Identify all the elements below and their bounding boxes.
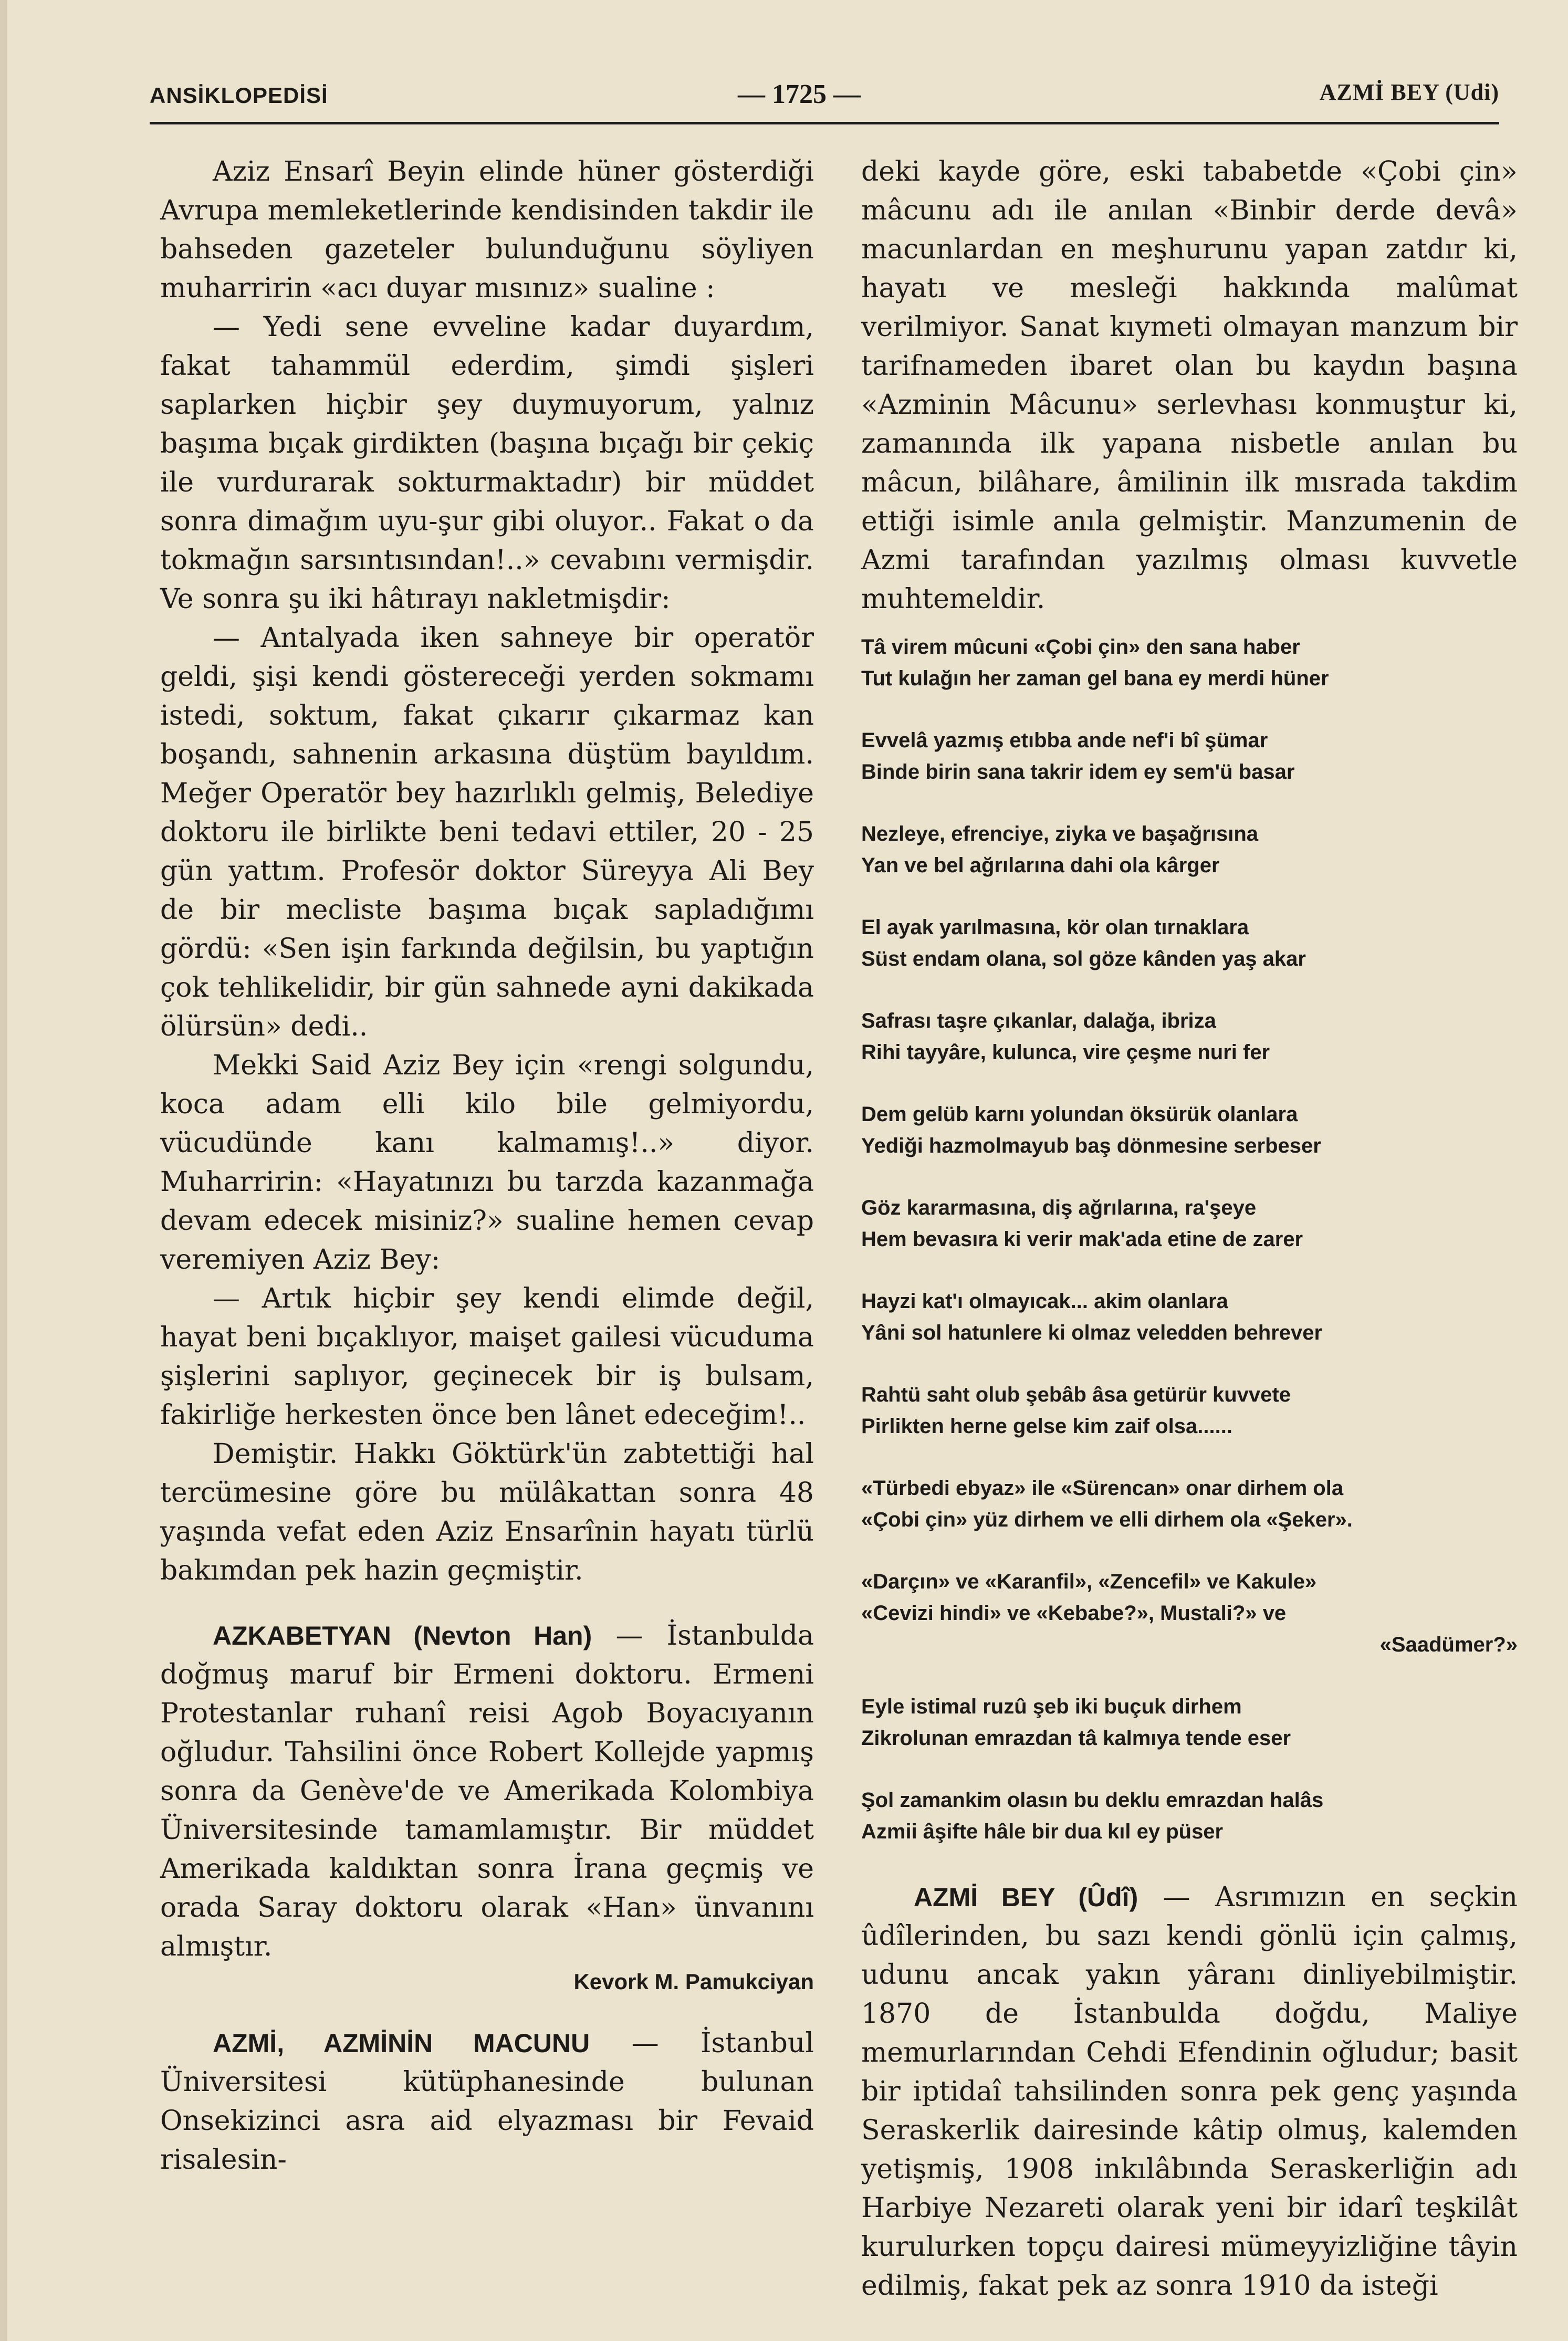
poem-line: Süst endam olana, sol göze kânden yaş akar: [861, 947, 1306, 970]
poem-line: Yediği hazmolmayub baş dönmesine serbeser: [861, 1134, 1321, 1157]
author-signature: Kevork M. Pamukciyan: [573, 1969, 814, 1994]
poem-line: Rahtü saht olub şebâb âsa getürür kuvvete: [861, 1383, 1291, 1406]
entry-azmi-bey: [861, 1878, 1518, 2305]
header-rule: [150, 122, 1499, 124]
poem-line: Eyle istimal ruzû şeb iki buçuk dirhem: [861, 1695, 1242, 1718]
poem-couplet: [861, 1566, 1518, 1660]
left-column: [160, 152, 814, 2253]
entry-azmi-macun: [160, 2024, 814, 2179]
page-number: — 1725 —: [738, 79, 861, 109]
poem-line: Pirlikten herne gelse kim zaif olsa......: [861, 1415, 1232, 1438]
poem-line: Azmii âşifte hâle bir dua kıl ey püser: [861, 1820, 1224, 1843]
poem-couplet: [861, 818, 1518, 881]
poem-couplet: [861, 725, 1518, 788]
entry-body: — İstanbulda doğmuş maruf bir Ermeni doktoru. Ermeni Protestanlar ruhanî reisi Agob Boyacıyanın oğludur. Tahsilini önce Robert Kollejde yapmış sonra da Genève'de ve Amerikada Kolombiya Üniversitesinde tamamlamıştır. Bir müddet Amerikada kaldıktan sonra İrana geçmiş ve orada Saray doktoru olarak «Han» ünvanını almıştır.: [160, 1620, 814, 1962]
poem-line: Yan ve bel ağrılarına dahi ola kârger: [861, 854, 1220, 877]
poem-line: Hem bevasıra ki verir mak'ada etine de zarer: [861, 1228, 1303, 1251]
poem-line: Yâni sol hatunlere ki olmaz veledden behrever: [861, 1321, 1323, 1344]
poem-couplet: [861, 1691, 1518, 1754]
poem-couplet: [861, 1192, 1518, 1255]
poem-line: El ayak yarılmasına, kör olan tırnaklara: [861, 916, 1249, 939]
entry-heading: AZKABETYAN (Nevton Han): [213, 1621, 592, 1650]
page-edge: [0, 0, 7, 2341]
poem-couplet: [861, 1379, 1518, 1442]
poem-couplet: [861, 1472, 1518, 1535]
poem-line: Binde birin sana takrir idem ey sem'ü basar: [861, 760, 1295, 783]
paragraph: Mekki Said Aziz Bey için «rengi solgundu, koca adam elli kilo bile gelmiyordu, vücudünde kanı kalmamış!..» diyor. Muharririn: «Hayatınızı bu tarzda kazanmağa devam edecek misiniz?» sualine hemen cevap veremiyen Aziz Bey:: [160, 1050, 814, 1276]
paragraph: — Antalyada iken sahneye bir operatör geldi, şişi kendi göstereceği yerden sokmamı istedi, soktum, fakat çıkarır çıkarmaz kan boşandı, sahnenin arkasına düştüm bayıldım. Meğer Operatör bey hazırlıklı gelmiş, Belediye doktoru ile birlikte beni tedavi ettiler, 20 - 25 gün yattım. Profesör doktor Süreyya Ali Bey de bir mecliste başıma bıçak sapladığımı gördü: «Sen işin farkında değilsin, bu yaptığın çok tehlikelidir, bir gün sahnede ayni dakikada ölürsün» dedi..: [160, 622, 814, 1042]
poem-line: Şol zamankim olasın bu deklu emrazdan halâs: [861, 1789, 1324, 1812]
poem-couplet: [861, 631, 1518, 694]
poem-couplet: [861, 1099, 1518, 1162]
poem-line: Rihi tayyâre, kulunca, vire çeşme nuri fer: [861, 1041, 1270, 1064]
header-right: AZMİ BEY (Udi): [1319, 79, 1499, 105]
poem-couplet: [861, 1286, 1518, 1349]
poem-line: Zikrolunan emrazdan tâ kalmıya tende eser: [861, 1727, 1291, 1750]
paragraph: deki kayde göre, eski tababetde «Çobi çin» mâcunu adı ile anılan «Binbir derde devâ» macunlardan en meşhurunu yapan zatdır ki, hayatı ve mesleği hakkında malûmat verilmiyor. Sanat kıymeti olmayan manzum bir tarifnameden ibaret olan bu kaydın başına «Azminin Mâcunu» serlevhası konmuştur ki, zamanında ilk yapana nisbetle anılan bu mâcun, bilâhare, âmilinin ilk mısrada takdim ettiği isimle anıla gelmiştir. Manzumenin de Azmi tarafından yazılmış olması kuvvetle muhtemeldir.: [861, 156, 1518, 615]
poem-line: Dem gelüb karnı yolundan öksürük olanlara: [861, 1103, 1298, 1126]
poem-line: «Türbedi ebyaz» ile «Sürencan» onar dirhem ola: [861, 1477, 1344, 1500]
paragraph: — Artık hiçbir şey kendi elimde değil, hayat beni bıçaklıyor, maişet gailesi vücuduma şişlerini saplıyor, geçinecek bir iş bulsam, fakirliğe herkesten önce ben lânet edeceğim!..: [160, 1283, 814, 1431]
entry-body: — Asrımızın en seçkin ûdîlerinden, bu sazı kendi gönlü için çalmış, udunu ancak yakın yâranı dinliyebilmiştir. 1870 de İstanbulda doğdu, Maliye memurlarından Cehdi Efendinin oğludur; basit bir iptidaî tahsilinden sonra pek genç yaşında Seraskerlik dairesinde kâtip olmuş, kalemden yetişmiş, 1908 inkılâbında Seraskerliğin adı Harbiye Nezareti olarak yeni bir idarî teşkilât kurulurken topçu dairesi mümeyyizliğine tâyin edilmiş, fakat pek az sonra 1910 da isteği: [861, 1882, 1518, 2302]
poem-line: Nezleye, efrenciye, ziyka ve başağrısına: [861, 822, 1258, 845]
poem-line: Hayzi kat'ı olmayıcak... akim olanlara: [861, 1290, 1228, 1313]
right-column: [861, 152, 1518, 2302]
poem-line: Safrası taşre çıkanlar, dalağa, ibriza: [861, 1009, 1216, 1032]
poem-line: Evvelâ yazmış etıbba ande nef'i bî şümar: [861, 729, 1268, 752]
poem-line: «Saadümer?»: [1379, 1633, 1518, 1656]
paragraph: Demiştir. Hakkı Göktürk'ün zabtettiği hal tercümesine göre bu mülâkattan sonra 48 yaşında vefat eden Aziz Ensarînin hayatı türlü bakımdan pek hazin geçmiştir.: [160, 1438, 814, 1586]
entry-azkabetyan: [160, 1616, 814, 1966]
header-left: ANSİKLOPEDİSİ: [150, 83, 328, 108]
poem-line: «Cevizi hindi» ve «Kebabe?», Mustali?» ve: [861, 1602, 1287, 1625]
poem-line: Tâ virem mûcuni «Çobi çin» den sana haber: [861, 635, 1300, 659]
paragraph: Aziz Ensarî Beyin elinde hüner gösterdiği Avrupa memleketlerinde kendisinden takdir ile bahseden gazeteler bulunduğunu söyliyen muharririn «acı duyar mısınız» sualine :: [160, 156, 814, 304]
poem-line: «Çobi çin» yüz dirhem ve elli dirhem ola «Şeker».: [861, 1508, 1353, 1531]
entry-body: — İstanbul Üniversitesi kütüphanesinde bulunan Onsekizinci asra aid elyazması bir Fevaid risalesin-: [160, 2028, 814, 2176]
poem-recipe: [861, 631, 1518, 1847]
running-header: [150, 74, 1499, 121]
entry-heading: AZMİ BEY (Ûdî): [914, 1883, 1138, 1912]
paragraph: — Yedi sene evveline kadar duyardım, fakat tahammül ederdim, şimdi şişleri saplarken hiçbir şey duymuyorum, yalnız başıma bıçak girdikten (başına bıçağı bir çekiç ile vurdurarak sokturmaktadır) bir müddet sonra dimağım uyu-şur gibi oluyor.. Fakat o da tokmağın sarsıntısından!..» cevabını vermişdir. Ve sonra şu iki hâtırayı nakletmişdir:: [160, 311, 814, 615]
poem-couplet: [861, 1005, 1518, 1068]
entry-heading: AZMİ, AZMİNİN MACUNU: [213, 2029, 590, 2058]
poem-line: Tut kulağın her zaman gel bana ey merdi hüner: [861, 667, 1329, 690]
poem-line: «Darçın» ve «Karanfil», «Zencefil» ve Kakule»: [861, 1570, 1317, 1593]
poem-couplet: [861, 1784, 1518, 1847]
poem-couplet: [861, 912, 1518, 975]
poem-line: Göz kararmasına, diş ağrılarına, ra'şeye: [861, 1196, 1257, 1219]
